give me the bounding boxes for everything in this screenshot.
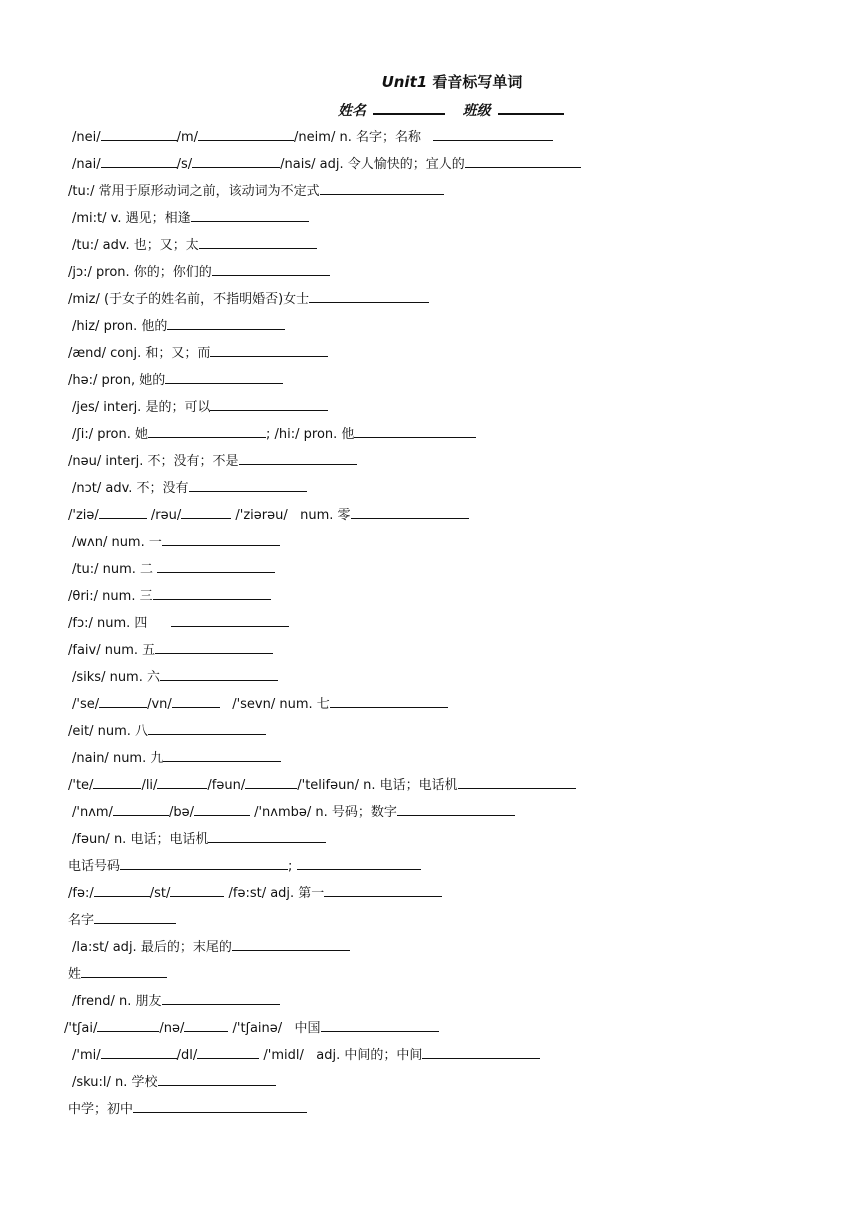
prompt-text: /bə/: [168, 805, 194, 820]
exercise-line-4: [72, 207, 309, 229]
prompt-text: /faiv/ num. 五: [68, 643, 156, 658]
prompt-text: /s/: [176, 157, 193, 172]
prompt-text: /hiz/ pron. 他的: [72, 319, 168, 334]
prompt-text: /'sevn/ num. 七: [219, 697, 330, 712]
exercise-line-21: [72, 666, 278, 688]
prompt-text: /fə:/: [68, 886, 94, 901]
prompt-text: /neim/ n. 名字；名称: [294, 130, 426, 145]
prompt-text: /hə:/ pron, 她的: [68, 373, 166, 388]
answer-blank[interactable]: [321, 1017, 439, 1032]
answer-blank[interactable]: [172, 693, 220, 708]
answer-blank[interactable]: [184, 1017, 228, 1032]
class-blank[interactable]: [498, 101, 564, 115]
exercise-line-30: [68, 909, 176, 931]
answer-blank[interactable]: [210, 342, 328, 357]
prompt-text: /θri:/ num. 三: [68, 589, 153, 604]
exercise-line-22: [72, 693, 448, 715]
title-text: 看音标写单词: [427, 73, 523, 91]
prompt-text: /rəu/: [146, 508, 182, 523]
exercise-line-26: [72, 801, 515, 823]
answer-blank[interactable]: [81, 963, 167, 978]
exercise-line-36: [72, 1071, 276, 1093]
answer-blank[interactable]: [433, 126, 553, 141]
answer-blank[interactable]: [397, 801, 515, 816]
prompt-text: /nɔt/ adv. 不；没有: [72, 481, 189, 496]
prompt-text: /'te/: [68, 778, 94, 793]
answer-blank[interactable]: [208, 828, 326, 843]
prompt-text: /nəu/ interj. 不；没有；不是: [68, 454, 239, 469]
prompt-text: /wʌn/ num. 一: [72, 535, 162, 550]
worksheet-title: [0, 71, 860, 92]
prompt-text: /tu:/ 常用于原形动词之前，该动词为不定式: [68, 184, 320, 199]
exercise-line-18: [68, 585, 271, 607]
exercise-line-34: [64, 1017, 439, 1039]
answer-blank[interactable]: [94, 882, 150, 897]
prompt-text: /fə:st/ adj. 第一: [224, 886, 325, 901]
prompt-text: /st/: [149, 886, 171, 901]
answer-blank[interactable]: [101, 1044, 177, 1059]
answer-blank[interactable]: [330, 693, 448, 708]
exercise-line-14: [72, 477, 307, 499]
answer-blank[interactable]: [197, 1044, 259, 1059]
exercise-line-35: [72, 1044, 540, 1066]
exercise-line-31: [72, 936, 350, 958]
prompt-text: /'nʌmbə/ n. 号码；数字: [249, 805, 397, 820]
exercise-line-24: [72, 747, 281, 769]
prompt-text: /miz/ (于女子的姓名前，不指明婚否)女士: [68, 292, 310, 307]
answer-blank[interactable]: [93, 774, 141, 789]
prompt-text: /nain/ num. 九: [72, 751, 164, 766]
answer-blank[interactable]: [245, 774, 297, 789]
exercise-line-19: [68, 612, 289, 634]
exercise-line-10: [68, 369, 283, 391]
prompt-text: /siks/ num. 六: [72, 670, 160, 685]
answer-blank[interactable]: [97, 1017, 159, 1032]
answer-blank[interactable]: [167, 315, 285, 330]
answer-blank[interactable]: [120, 855, 288, 870]
answer-blank[interactable]: [232, 936, 350, 951]
answer-blank[interactable]: [113, 801, 169, 816]
prompt-text: /'telifəun/ n. 电话；电话机: [297, 778, 458, 793]
answer-blank[interactable]: [148, 423, 266, 438]
prompt-text: ; /hi:/ pron. 他: [266, 427, 355, 442]
exercise-line-23: [68, 720, 266, 742]
exercise-line-2: [72, 153, 581, 175]
prompt-text: /'se/: [72, 697, 100, 712]
answer-blank[interactable]: [165, 369, 283, 384]
exercise-line-16: [72, 531, 280, 553]
answer-blank[interactable]: [170, 882, 224, 897]
prompt-text: ;: [288, 859, 297, 874]
prompt-text: /tu:/ num. 二: [72, 562, 158, 577]
prompt-text: /nais/ adj. 令人愉快的；宜人的: [280, 157, 465, 172]
exercise-line-17: [72, 558, 275, 580]
answer-blank[interactable]: [351, 504, 469, 519]
student-info: [338, 100, 566, 120]
exercise-line-28: [68, 855, 421, 877]
prompt-text: 姓: [68, 967, 82, 982]
prompt-text: /'ziə/: [68, 508, 99, 523]
prompt-text: /m/: [176, 130, 199, 145]
prompt-text: 名字: [68, 913, 95, 928]
answer-blank[interactable]: [198, 126, 294, 141]
prompt-text: /nə/: [159, 1021, 185, 1036]
prompt-text: /ænd/ conj. 和；又；而: [68, 346, 211, 361]
prompt-text: /la:st/ adj. 最后的；末尾的: [72, 940, 232, 955]
answer-blank[interactable]: [189, 477, 307, 492]
answer-blank[interactable]: [101, 153, 177, 168]
answer-blank[interactable]: [354, 423, 476, 438]
exercise-line-27: [72, 828, 326, 850]
answer-blank[interactable]: [157, 558, 275, 573]
prompt-text: /frend/ n. 朋友: [72, 994, 162, 1009]
prompt-text: 电话号码: [68, 859, 121, 874]
name-label: 姓名: [338, 103, 366, 119]
prompt-text: /sku:l/ n. 学校: [72, 1075, 158, 1090]
prompt-text: /'midl/ adj. 中间的；中间: [259, 1048, 423, 1063]
answer-blank[interactable]: [458, 774, 576, 789]
prompt-text: /'mi/: [72, 1048, 101, 1063]
prompt-text: /jɔ:/ pron. 你的；你们的: [68, 265, 212, 280]
answer-blank[interactable]: [162, 990, 280, 1005]
answer-blank[interactable]: [181, 504, 231, 519]
prompt-text: /vn/: [147, 697, 172, 712]
exercise-line-37: [68, 1098, 307, 1120]
exercise-line-8: [72, 315, 285, 337]
prompt-text: /nei/: [72, 130, 101, 145]
exercise-line-9: [68, 342, 328, 364]
answer-blank[interactable]: [199, 234, 317, 249]
answer-blank[interactable]: [194, 801, 250, 816]
unit-label: Unit1: [381, 73, 428, 91]
prompt-text: /ʃi:/ pron. 她: [72, 427, 149, 442]
name-blank[interactable]: [373, 101, 445, 115]
exercise-line-6: [68, 261, 330, 283]
exercise-line-25: [68, 774, 576, 796]
answer-blank[interactable]: [192, 153, 280, 168]
prompt-text: /tu:/ adv. 也；又；太: [72, 238, 199, 253]
prompt-text: /jes/ interj. 是的；可以: [72, 400, 211, 415]
answer-blank[interactable]: [212, 261, 330, 276]
answer-blank[interactable]: [99, 693, 147, 708]
answer-blank[interactable]: [148, 720, 266, 735]
prompt-text: /'tʃainə/ 中国: [228, 1021, 321, 1036]
exercise-line-33: [72, 990, 280, 1012]
exercise-line-5: [72, 234, 317, 256]
prompt-text: 中学；初中: [68, 1102, 134, 1117]
answer-blank[interactable]: [163, 747, 281, 762]
answer-blank[interactable]: [162, 531, 280, 546]
answer-blank[interactable]: [210, 396, 328, 411]
answer-blank[interactable]: [324, 882, 442, 897]
prompt-text: /'nʌm/: [72, 805, 113, 820]
exercise-line-7: [68, 288, 429, 310]
exercise-line-11: [72, 396, 328, 418]
answer-blank[interactable]: [239, 450, 357, 465]
answer-blank[interactable]: [157, 774, 207, 789]
exercise-line-32: [68, 963, 167, 985]
exercise-line-20: [68, 639, 273, 661]
answer-blank[interactable]: [101, 126, 177, 141]
answer-blank[interactable]: [158, 1071, 276, 1086]
answer-blank[interactable]: [155, 639, 273, 654]
prompt-text: /dl/: [176, 1048, 198, 1063]
prompt-text: /fəun/: [207, 778, 246, 793]
prompt-text: /fɔ:/ num. 四: [68, 616, 148, 631]
prompt-text: /fəun/ n. 电话；电话机: [72, 832, 209, 847]
answer-blank[interactable]: [422, 1044, 540, 1059]
exercise-line-29: [68, 882, 442, 904]
prompt-text: /nai/: [72, 157, 101, 172]
answer-blank[interactable]: [309, 288, 429, 303]
answer-blank[interactable]: [133, 1098, 307, 1113]
prompt-text: /'tʃai/: [64, 1021, 98, 1036]
answer-blank[interactable]: [94, 909, 176, 924]
exercise-line-3: [68, 180, 444, 202]
answer-blank[interactable]: [465, 153, 581, 168]
answer-blank[interactable]: [320, 180, 444, 195]
prompt-text: /eit/ num. 八: [68, 724, 149, 739]
answer-blank[interactable]: [191, 207, 309, 222]
exercise-line-15: [68, 504, 469, 526]
answer-blank[interactable]: [297, 855, 421, 870]
exercise-line-1: [72, 126, 553, 148]
class-label: 班级: [462, 103, 491, 119]
answer-blank[interactable]: [171, 612, 289, 627]
answer-blank[interactable]: [160, 666, 278, 681]
prompt-text: /li/: [141, 778, 158, 793]
exercise-line-12: [72, 423, 476, 445]
answer-blank[interactable]: [99, 504, 147, 519]
prompt-text: /'ziərəu/ num. 零: [231, 508, 351, 523]
exercise-line-13: [68, 450, 357, 472]
prompt-text: /mi:t/ v. 遇见；相逢: [72, 211, 191, 226]
answer-blank[interactable]: [153, 585, 271, 600]
